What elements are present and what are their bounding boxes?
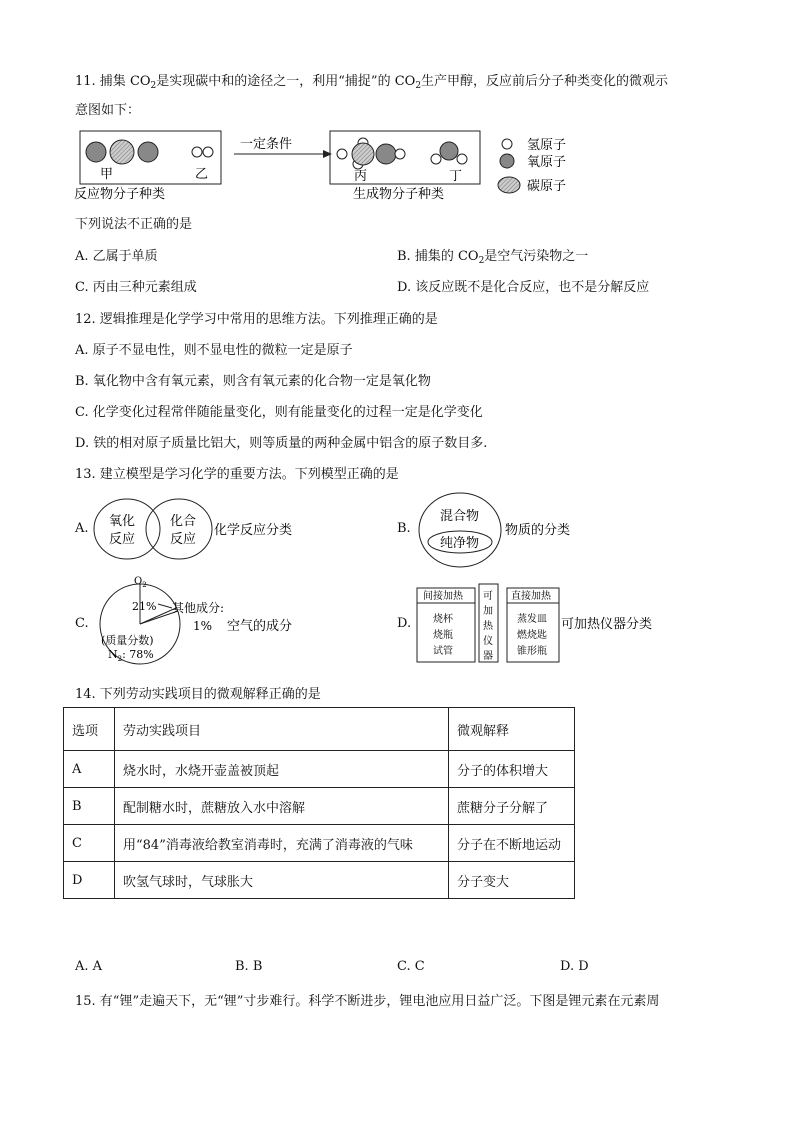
svg-text:烧瓶: 烧瓶 xyxy=(433,630,453,641)
label-jia: 甲 xyxy=(100,167,114,182)
svg-text:混合物: 混合物 xyxy=(440,509,480,524)
arrow-label: 一定条件 xyxy=(240,137,293,152)
q14-stem: 14. 下列劳动实践项目的微观解释正确的是 xyxy=(75,687,321,702)
q13-a-caption: 化学反应分类 xyxy=(214,523,293,538)
q12-option-c: C. 化学变化过程常伴随能量变化，则有能量变化的过程一定是化学变化 xyxy=(75,405,483,420)
svg-text:1%: 1% xyxy=(193,619,213,633)
legend-hydrogen-icon xyxy=(502,139,512,149)
label-yi: 乙 xyxy=(195,167,209,182)
svg-text:N2: 78%: $N_2$: 78% xyxy=(108,648,154,663)
q14-option-a: A. A xyxy=(75,959,103,974)
q11-option-a: A. 乙属于单质 xyxy=(75,249,158,264)
q11-line1: 11. 捕集 $CO_2$是实现碳中和的途径之一，利用“捕捉”的 $CO_2$生产甲醇，反应前后分子种类变化的微观示 xyxy=(75,74,669,91)
svg-text:纯净物: 纯净物 xyxy=(440,536,480,551)
label-ding: 丁 xyxy=(449,169,463,184)
product-caption: 生成物分子种类 xyxy=(353,187,445,202)
svg-text:热: 热 xyxy=(483,621,493,632)
table-row: A 烧水时，水烧开壶盖被顶起 分子的体积增大 xyxy=(64,751,575,788)
q14-table xyxy=(63,707,575,899)
table-row: C 用“84”消毒液给教室消毒时，充满了消毒液的气味 分子在不断地运动 xyxy=(64,825,575,862)
svg-text:21%: 21% xyxy=(132,600,157,613)
q14-option-d: D. D xyxy=(560,959,589,974)
svg-text:试管: 试管 xyxy=(433,646,453,657)
svg-text:化合: 化合 xyxy=(170,514,197,529)
q13-d-boxes xyxy=(414,582,664,664)
q14-option-c: C. C xyxy=(397,959,425,974)
svg-text:可: 可 xyxy=(483,591,493,602)
svg-text:反应: 反应 xyxy=(170,532,197,547)
q13-a-label: A. xyxy=(75,521,89,536)
arrow-head xyxy=(323,150,332,158)
svg-text:锥形瓶: 锥形瓶 xyxy=(517,646,547,657)
q11-line2: 意图如下： xyxy=(75,103,141,118)
q12-option-b: B. 氧化物中含有氧元素，则含有氧元素的化合物一定是氧化物 xyxy=(75,374,431,389)
q13-b-caption: 物质的分类 xyxy=(505,523,571,538)
svg-text:反应: 反应 xyxy=(109,532,136,547)
svg-text:仪: 仪 xyxy=(483,636,493,647)
oxygen-atom xyxy=(138,142,158,162)
q13-d-caption: 可加热仪器分类 xyxy=(561,617,653,632)
q13-c-caption: 空气的成分 xyxy=(227,619,293,634)
svg-text:加: 加 xyxy=(483,606,493,617)
svg-text:碳原子: 碳原子 xyxy=(527,179,567,194)
q13-stem: 13. 建立模型是学习化学的重要方法。下列模型正确的是 xyxy=(75,467,399,482)
q11-stem: 下列说法不正确的是 xyxy=(75,217,193,232)
q11-molecule-diagram xyxy=(74,124,594,204)
label-bing: 丙 xyxy=(354,169,368,184)
svg-text:其他成分:: 其他成分: xyxy=(172,601,225,615)
carbon-atom xyxy=(110,140,134,164)
svg-text:器: 器 xyxy=(483,651,493,662)
svg-text:直接加热: 直接加热 xyxy=(511,591,551,602)
svg-text:O2: $O_2$ xyxy=(134,576,147,589)
q14-option-b: B. B xyxy=(235,959,263,974)
svg-text:氧化: 氧化 xyxy=(109,514,136,529)
table-row: B 配制糖水时，蔗糖放入水中溶解 蔗糖分子分解了 xyxy=(64,788,575,825)
table-header-row: 选项 劳动实践项目 微观解释 xyxy=(64,708,575,751)
q13-b-nested xyxy=(412,490,592,570)
svg-text:氢原子: 氢原子 xyxy=(527,138,567,153)
q11-option-d: D. 该反应既不是化合反应，也不是分解反应 xyxy=(397,280,650,295)
hydrogen-atom xyxy=(203,147,213,157)
q13-c-pie xyxy=(88,574,328,666)
q12-option-d: D. 铁的相对原子质量比铝大，则等质量的两种金属中铝含的原子数目多. xyxy=(75,436,488,451)
table-row: D 吹氢气球时，气球胀大 分子变大 xyxy=(64,862,575,899)
q12-stem: 12. 逻辑推理是化学学习中常用的思维方法。下列推理正确的是 xyxy=(75,312,438,327)
oxygen-atom xyxy=(376,144,396,164)
carbon-atom xyxy=(352,143,374,165)
oxygen-atom xyxy=(86,142,106,162)
q15-stem: 15. 有“锂”走遍天下，无“锂”寸步难行。科学不断进步，锂电池应用日益广泛。下图是锂元素在元素周 xyxy=(75,994,660,1009)
svg-text:(质量分数): (质量分数) xyxy=(101,634,154,647)
oxygen-atom xyxy=(440,142,458,160)
q13-c-label: C. xyxy=(75,616,89,631)
svg-text:间接加热: 间接加热 xyxy=(423,591,463,602)
q12-option-a: A. 原子不显电性，则不显电性的微粒一定是原子 xyxy=(75,343,353,358)
q13-b-label: B. xyxy=(397,521,411,536)
hydrogen-atom xyxy=(192,147,202,157)
q11-option-c: C. 丙由三种元素组成 xyxy=(75,280,197,295)
legend-carbon-icon xyxy=(498,177,520,193)
q13-d-label: D. xyxy=(397,616,412,631)
svg-text:烧杯: 烧杯 xyxy=(433,614,453,625)
svg-text:蒸发皿: 蒸发皿 xyxy=(517,614,547,625)
svg-text:氧原子: 氧原子 xyxy=(527,155,567,170)
reactant-caption: 反应物分子种类 xyxy=(74,187,166,202)
legend-oxygen-icon xyxy=(500,154,514,168)
q11-option-b: B. 捕集的 $CO_2$是空气污染物之一 xyxy=(397,249,589,266)
svg-text:燃烧匙: 燃烧匙 xyxy=(517,630,547,641)
q13-a-venn xyxy=(90,496,320,566)
